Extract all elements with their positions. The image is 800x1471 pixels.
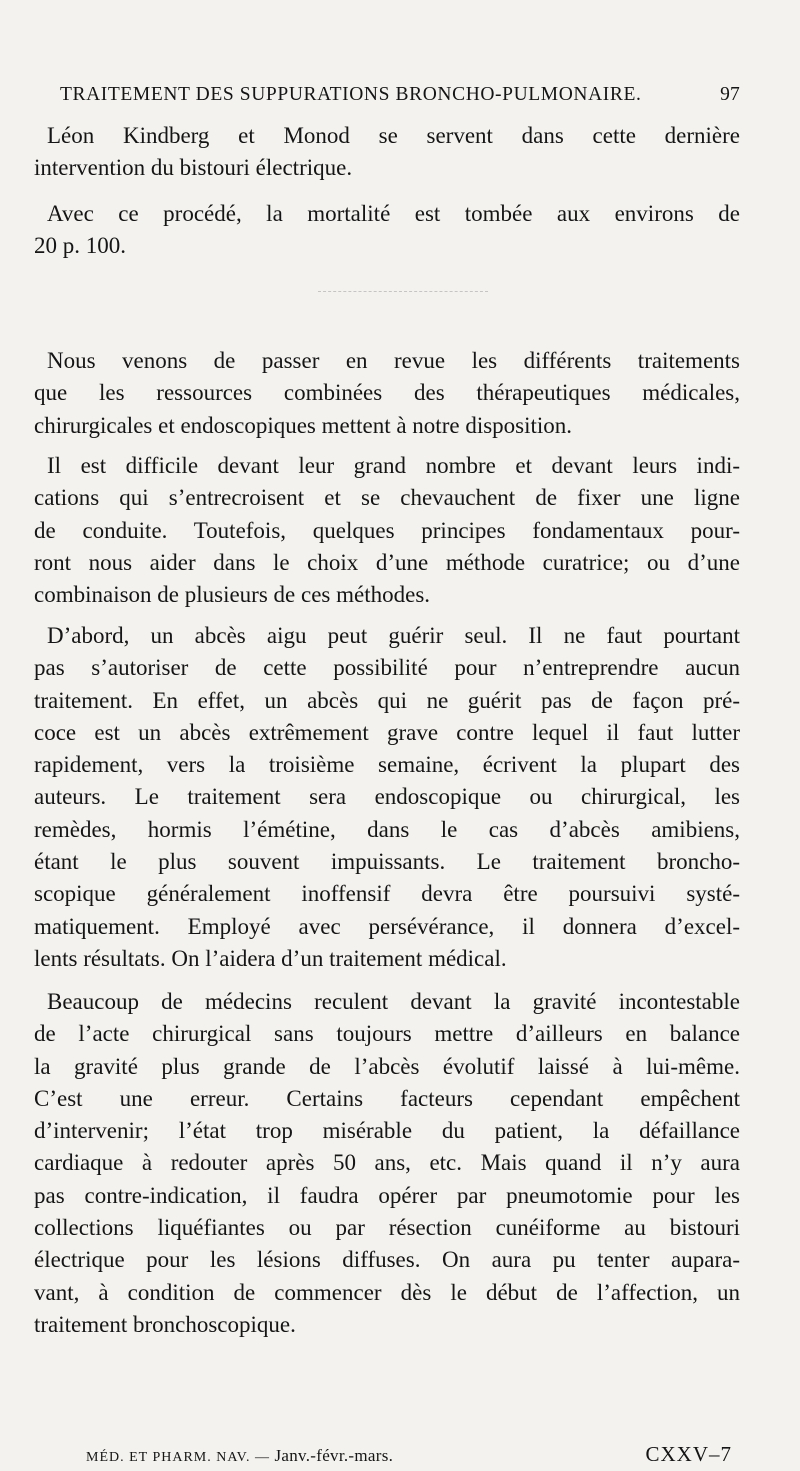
paragraph — [34, 986, 740, 1341]
text-line: de l’acte chirurgical sans toujours mettre d’ailleurs en balance — [34, 1021, 740, 1047]
running-title: TRAITEMENT DES SUPPURATIONS BRONCHO-PULMONAIRE. — [60, 84, 642, 105]
text-line: auteurs. Le traitement sera endoscopique ou chirurgical, les — [34, 784, 740, 810]
text-line: traitement bronchoscopique. — [34, 1311, 296, 1337]
text-line: ront nous aider dans le choix d’une méthode curatrice; ou d’une — [34, 549, 740, 575]
text-line: Nous venons de passer en revue les différents traitements — [47, 348, 740, 373]
text-line: Il est difficile devant leur grand nombre et devant leurs indi- — [47, 453, 740, 478]
page-number: 97 — [720, 84, 740, 105]
text-line: pas s’autoriser de cette possibilité pour n’entreprendre aucun — [34, 655, 740, 681]
paragraph — [34, 450, 740, 611]
text-line: matiquement. Employé avec persévérance, il donnera d’excel- — [34, 913, 740, 939]
text-line: D’abord, un abcès aigu peut guérir seul. Il ne faut pourtant — [47, 623, 740, 648]
text-line: remèdes, hormis l’émétine, dans le cas d’abcès amibiens, — [34, 816, 740, 842]
page-footer — [86, 1442, 732, 1467]
text-line: de conduite. Toutefois, quelques principes fondamentaux pour- — [34, 517, 740, 543]
text-line: vant, à condition de commencer dès le début de l’affection, un — [34, 1279, 740, 1305]
text-line: Beaucoup de médecins reculent devant la gravité incontestable — [47, 989, 740, 1014]
journal-name — [86, 1446, 393, 1466]
text-line: collections liquéfiantes ou par résection cunéiforme au bistouri — [34, 1215, 740, 1241]
text-line: cations qui s’entrecroisent et se chevauchent de fixer une ligne — [34, 485, 740, 511]
text-line: Avec ce procédé, la mortalité est tombée aux environs de — [47, 201, 740, 226]
text-line: électrique pour les lésions diffuses. On aura pu tenter aupara- — [34, 1247, 740, 1273]
paragraph — [34, 620, 740, 975]
text-line: cardiaque à redouter après 50 ans, etc. Mais quand il n’y aura — [34, 1150, 740, 1176]
journal-abbrev: MÉD. ET PHARM. NAV. — — [86, 1450, 270, 1465]
text-line: étant le plus souvent impuissants. Le traitement broncho- — [34, 849, 740, 875]
text-line: la gravité plus grande de l’abcès évolutif laissé à lui-même. — [34, 1053, 740, 1079]
text-line: 20 p. 100. — [34, 233, 126, 259]
text-line: scopique généralement inoffensif devra être poursuivi systé- — [34, 881, 740, 907]
text-line: chirurgicales et endoscopiques mettent à notre disposition. — [34, 412, 573, 438]
paragraph — [34, 120, 740, 185]
text-line: d’intervenir; l’état trop misérable du patient, la défaillance — [34, 1118, 740, 1144]
text-line: combinaison de plusieurs de ces méthodes. — [34, 582, 431, 608]
section-divider — [318, 291, 488, 292]
printer-signature: CXXV–7 — [645, 1442, 732, 1466]
issue-date: Janv.-févr.-mars. — [274, 1446, 394, 1465]
text-line: rapidement, vers la troisième semaine, écrivent la plupart des — [34, 752, 740, 778]
text-line: pas contre-indication, il faudra opérer par pneumotomie pour les — [34, 1182, 740, 1208]
text-line: coce est un abcès extrêmement grave contre lequel il faut lutter — [34, 719, 740, 745]
text-line: intervention du bistouri électrique. — [34, 155, 353, 181]
text-line: C’est une erreur. Certains facteurs cependant empêchent — [34, 1085, 740, 1111]
paragraph — [34, 345, 740, 442]
text-line: traitement. En effet, un abcès qui ne guérit pas de façon pré- — [34, 687, 740, 713]
text-line: lents résultats. On l’aidera d’un traitement médical. — [34, 945, 507, 971]
paragraph — [34, 198, 740, 263]
running-header — [60, 84, 740, 106]
text-line: que les ressources combinées des thérapeutiques médicales, — [34, 380, 740, 406]
text-line: Léon Kindberg et Monod se servent dans cette dernière — [47, 123, 740, 148]
